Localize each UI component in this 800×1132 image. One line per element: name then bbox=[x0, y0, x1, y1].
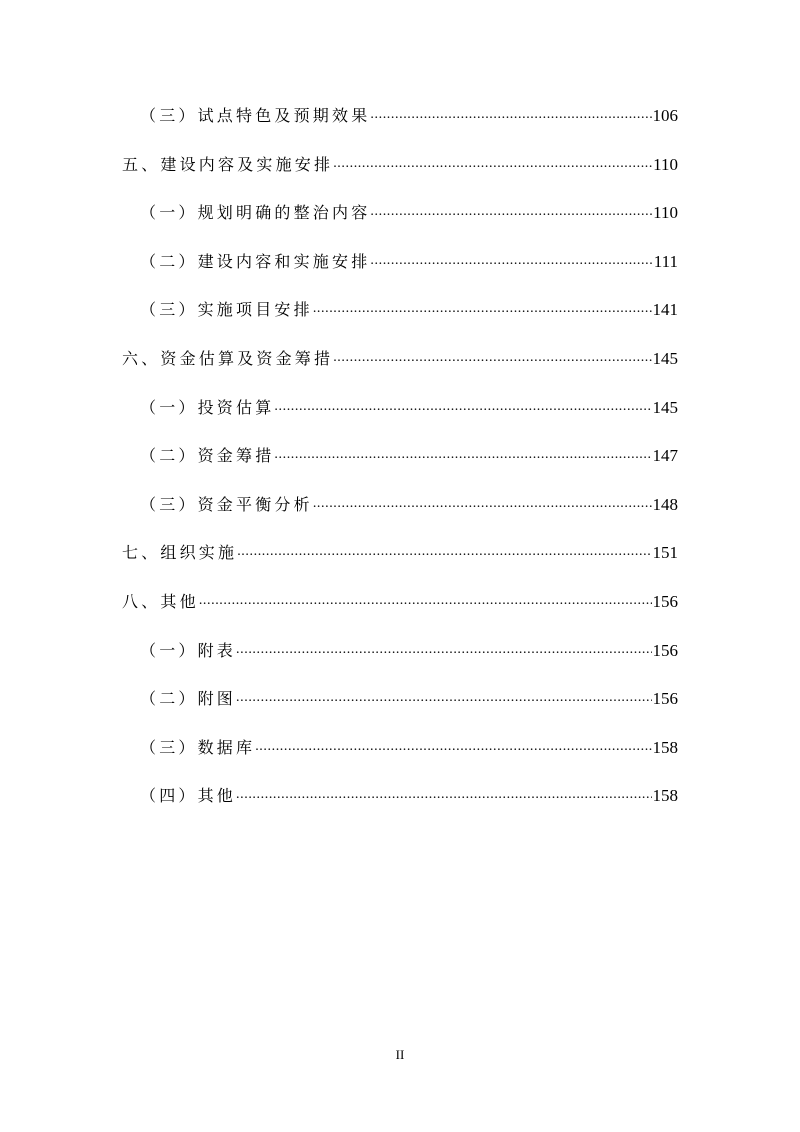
dot-leader bbox=[313, 300, 652, 318]
toc-entry-page: 111 bbox=[653, 251, 678, 271]
toc-entry-page: 106 bbox=[652, 106, 678, 125]
dot-leader bbox=[370, 203, 652, 221]
toc-entry[interactable] bbox=[140, 202, 678, 224]
toc-entry-title: （二）附图 bbox=[140, 689, 237, 709]
toc-entry-page: 147 bbox=[652, 446, 678, 466]
toc-entry-title: 八、其他 bbox=[122, 592, 199, 611]
page-number: II bbox=[395, 1047, 405, 1062]
dot-leader bbox=[236, 641, 651, 659]
toc-entry[interactable] bbox=[140, 105, 678, 127]
dot-leader bbox=[255, 738, 651, 756]
dot-leader bbox=[313, 495, 652, 513]
toc-entry-title: （三）实施项目安排 bbox=[140, 300, 313, 320]
toc-entry-page: 141 bbox=[652, 300, 678, 320]
toc-entry[interactable] bbox=[140, 785, 678, 807]
toc-entry[interactable] bbox=[140, 251, 678, 273]
dot-leader bbox=[333, 349, 651, 367]
toc-entry-title: （一）投资估算 bbox=[140, 397, 275, 417]
toc-entry-page: 158 bbox=[652, 737, 678, 757]
toc-entry-title: 五、建设内容及实施安排 bbox=[122, 154, 334, 174]
toc-entry[interactable] bbox=[140, 640, 678, 662]
toc-entry[interactable] bbox=[140, 737, 678, 759]
toc-entry[interactable] bbox=[122, 591, 678, 613]
dot-leader bbox=[199, 592, 652, 610]
dot-leader bbox=[333, 155, 652, 173]
toc-entry-title: （三）资金平衡分析 bbox=[140, 494, 313, 514]
dot-leader bbox=[236, 689, 651, 707]
toc-entry-page: 156 bbox=[652, 640, 678, 660]
toc-entry[interactable] bbox=[140, 494, 678, 516]
dot-leader bbox=[370, 252, 652, 270]
toc-entry-page: 145 bbox=[652, 349, 678, 368]
toc-entry-title: （一）规划明确的整治内容 bbox=[140, 203, 371, 223]
toc-entry-page: 148 bbox=[652, 494, 678, 514]
toc-entry-title: 七、组织实施 bbox=[122, 543, 238, 563]
dot-leader bbox=[274, 446, 651, 464]
toc-entry-page: 110 bbox=[653, 154, 678, 174]
toc-entry-page: 158 bbox=[652, 786, 678, 806]
toc-entry[interactable] bbox=[122, 348, 678, 370]
toc-entry-title: （三）数据库 bbox=[140, 737, 256, 757]
toc-entry-title: 六、资金估算及资金筹措 bbox=[122, 349, 334, 368]
dot-leader bbox=[237, 543, 651, 561]
dot-leader bbox=[370, 106, 651, 124]
dot-leader bbox=[274, 398, 651, 416]
toc-entry-page: 145 bbox=[652, 397, 678, 417]
toc-entry[interactable] bbox=[140, 299, 678, 321]
toc-entry-title: （三）试点特色及预期效果 bbox=[140, 106, 371, 125]
dot-leader bbox=[236, 786, 651, 804]
toc-entry-page: 110 bbox=[653, 203, 678, 223]
toc-entry-page: 156 bbox=[652, 689, 678, 709]
toc-entry[interactable] bbox=[122, 542, 678, 564]
toc-entry[interactable] bbox=[122, 154, 678, 176]
toc-entry[interactable] bbox=[140, 397, 678, 419]
toc-entry[interactable] bbox=[140, 688, 678, 710]
toc-entry-page: 156 bbox=[652, 592, 678, 611]
toc-entry-title: （一）附表 bbox=[140, 640, 237, 660]
toc-entry-title: （二）建设内容和实施安排 bbox=[140, 251, 371, 271]
toc-entry-page: 151 bbox=[652, 543, 678, 563]
toc-entry-title: （四）其他 bbox=[140, 786, 237, 806]
toc-entry-title: （二）资金筹措 bbox=[140, 446, 275, 466]
toc-entry[interactable] bbox=[140, 445, 678, 467]
